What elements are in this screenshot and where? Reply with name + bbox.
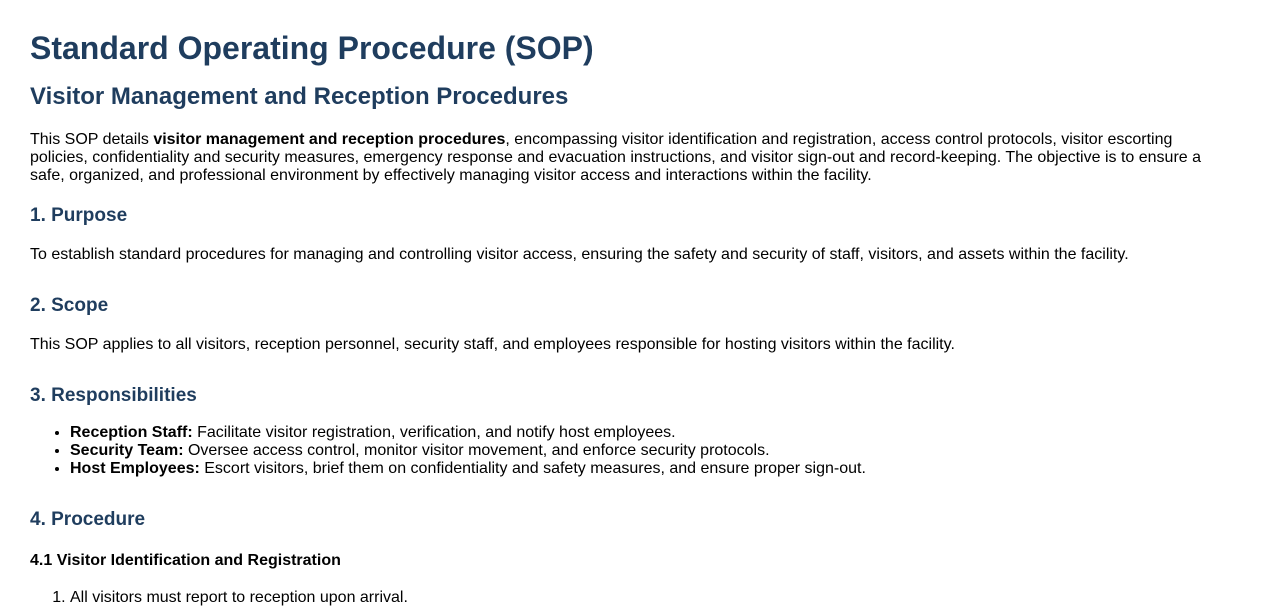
responsibilities-list <box>30 424 1233 478</box>
intro-prefix: This SOP details <box>30 131 154 148</box>
list-item <box>70 460 1233 478</box>
intro-suffix: , encompassing visitor identification and registration, access control protocols, visitor escorting policies, confidentiality and security measures, emergency response and evacuation instructions, and visitor sign-out and record-keeping. The objective is to ensure a safe, organized, and professional environment by effectively managing visitor access and interactions within the facility. <box>30 131 1202 184</box>
procedure-steps <box>30 589 1233 607</box>
role-label: Host Employees: <box>70 460 200 477</box>
procedure-subheading: 4.1 Visitor Identification and Registration <box>30 552 341 569</box>
role-label: Security Team: <box>70 442 184 459</box>
intro-paragraph <box>30 131 1233 185</box>
page-subtitle: Visitor Management and Reception Procedures <box>30 83 569 110</box>
role-label: Reception Staff: <box>70 424 193 441</box>
role-description: Oversee access control, monitor visitor movement, and enforce security protocols. <box>183 442 770 459</box>
responsibilities-heading: 3. Responsibilities <box>30 385 197 406</box>
purpose-text: To establish standard procedures for managing and controlling visitor access, ensuring the safety and security of staff, visitors, and assets within the facility. <box>30 246 1129 263</box>
scope-heading: 2. Scope <box>30 295 109 316</box>
scope-text: This SOP applies to all visitors, reception personnel, security staff, and employees responsible for hosting visitors within the facility. <box>30 336 955 353</box>
purpose-heading: 1. Purpose <box>30 205 128 226</box>
list-item <box>70 424 1233 442</box>
list-item <box>70 442 1233 460</box>
role-description: Escort visitors, brief them on confidentiality and safety measures, and ensure proper sign-out. <box>199 460 866 477</box>
list-item: 1. All visitors must report to reception upon arrival. <box>70 589 1233 607</box>
role-description: Facilitate visitor registration, verification, and notify host employees. <box>192 424 676 441</box>
page-title: Standard Operating Procedure (SOP) <box>30 30 594 66</box>
procedure-heading: 4. Procedure <box>30 509 146 530</box>
intro-bold: visitor management and reception procedures <box>153 131 506 148</box>
